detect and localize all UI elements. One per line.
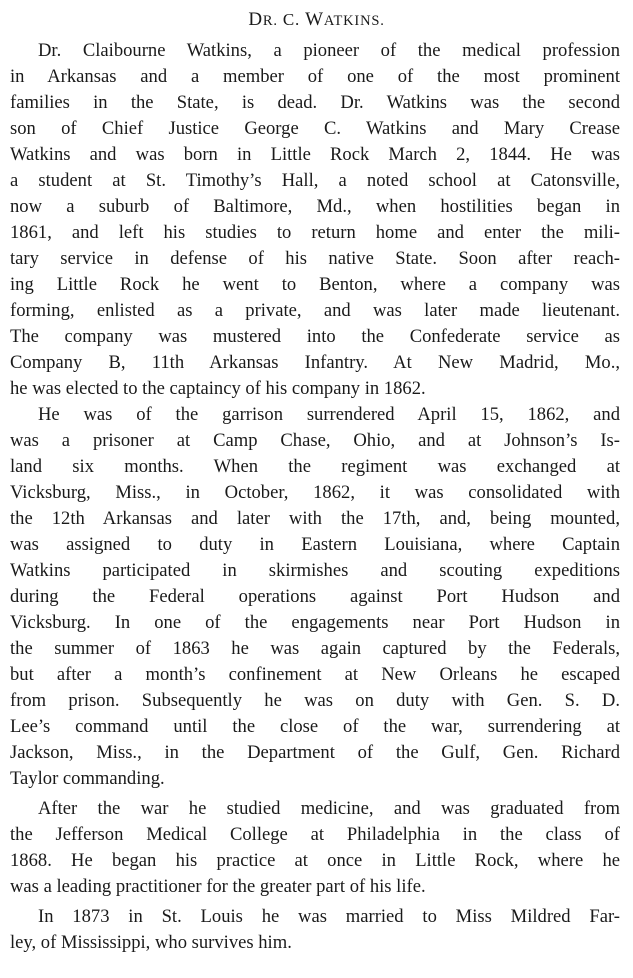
heading-dr-initial: D xyxy=(248,9,263,30)
text-line: The company was mustered into the Confederate service as xyxy=(10,326,620,347)
text-line: he was elected to the captaincy of his company in 1862. xyxy=(10,378,426,399)
heading-dr-rest: R. xyxy=(262,13,278,29)
text-line: son of Chief Justice George C. Watkins and Mary Crease xyxy=(10,118,620,139)
heading-c-initial: C. xyxy=(282,10,301,29)
text-line: was a prisoner at Camp Chase, Ohio, and at Johnson’s Is- xyxy=(10,430,620,451)
text-line: forming, enlisted as a private, and was later made lieutenant. xyxy=(10,300,620,321)
text-line: tary service in defense of his native State. Soon after reach- xyxy=(10,248,620,269)
article-heading xyxy=(0,8,633,33)
text-line: Watkins and was born in Little Rock March 2, 1844. He was xyxy=(10,144,620,165)
text-line: ley, of Mississippi, who survives him. xyxy=(10,932,292,953)
text-line: during the Federal operations against Port Hudson and xyxy=(10,586,620,607)
text-line: Dr. Claibourne Watkins, a pioneer of the medical profession xyxy=(38,40,620,61)
text-line: but after a month’s confinement at New Orleans he escaped xyxy=(10,664,620,685)
text-line: ing Little Rock he went to Benton, where a company was xyxy=(10,274,620,295)
text-line: land six months. When the regiment was exchanged at xyxy=(10,456,620,477)
text-line: families in the State, is dead. Dr. Watkins was the second xyxy=(10,92,620,113)
text-line: Lee’s command until the close of the war, surrendering at xyxy=(10,716,620,737)
text-line: 1861, and left his studies to return home and enter the mili- xyxy=(10,222,620,243)
text-line: Jackson, Miss., in the Department of the Gulf, Gen. Richard xyxy=(10,742,620,763)
text-line: the Jefferson Medical College at Philadelphia in the class of xyxy=(10,824,620,845)
text-line: the 12th Arkansas and later with the 17th, and, being mounted, xyxy=(10,508,620,529)
text-line: He was of the garrison surrendered April 15, 1862, and xyxy=(38,404,620,425)
text-line: Vicksburg, Miss., in October, 1862, it was consolidated with xyxy=(10,482,620,503)
text-line: 1868. He began his practice at once in Little Rock, where he xyxy=(10,850,620,871)
heading-surname-initial: W xyxy=(305,9,324,30)
text-line: was a leading practitioner for the greater part of his life. xyxy=(10,876,426,897)
text-line: Watkins participated in skirmishes and scouting expeditions xyxy=(10,560,620,581)
text-line: In 1873 in St. Louis he was married to Miss Mildred Far- xyxy=(38,906,620,927)
heading-surname-rest: ATKINS. xyxy=(323,13,385,29)
text-line: was assigned to duty in Eastern Louisiana, where Captain xyxy=(10,534,620,555)
text-line: After the war he studied medicine, and was graduated from xyxy=(38,798,620,819)
text-line: now a suburb of Baltimore, Md., when hostilities began in xyxy=(10,196,620,217)
text-line: Vicksburg. In one of the engagements near Port Hudson in xyxy=(10,612,620,633)
text-line: in Arkansas and a member of one of the most prominent xyxy=(10,66,620,87)
text-line: a student at St. Timothy’s Hall, a noted school at Catonsville, xyxy=(10,170,620,191)
text-line: Company B, 11th Arkansas Infantry. At New Madrid, Mo., xyxy=(10,352,620,373)
text-line: from prison. Subsequently he was on duty with Gen. S. D. xyxy=(10,690,620,711)
text-line: Taylor commanding. xyxy=(10,768,165,789)
text-line: the summer of 1863 he was again captured by the Federals, xyxy=(10,638,620,659)
